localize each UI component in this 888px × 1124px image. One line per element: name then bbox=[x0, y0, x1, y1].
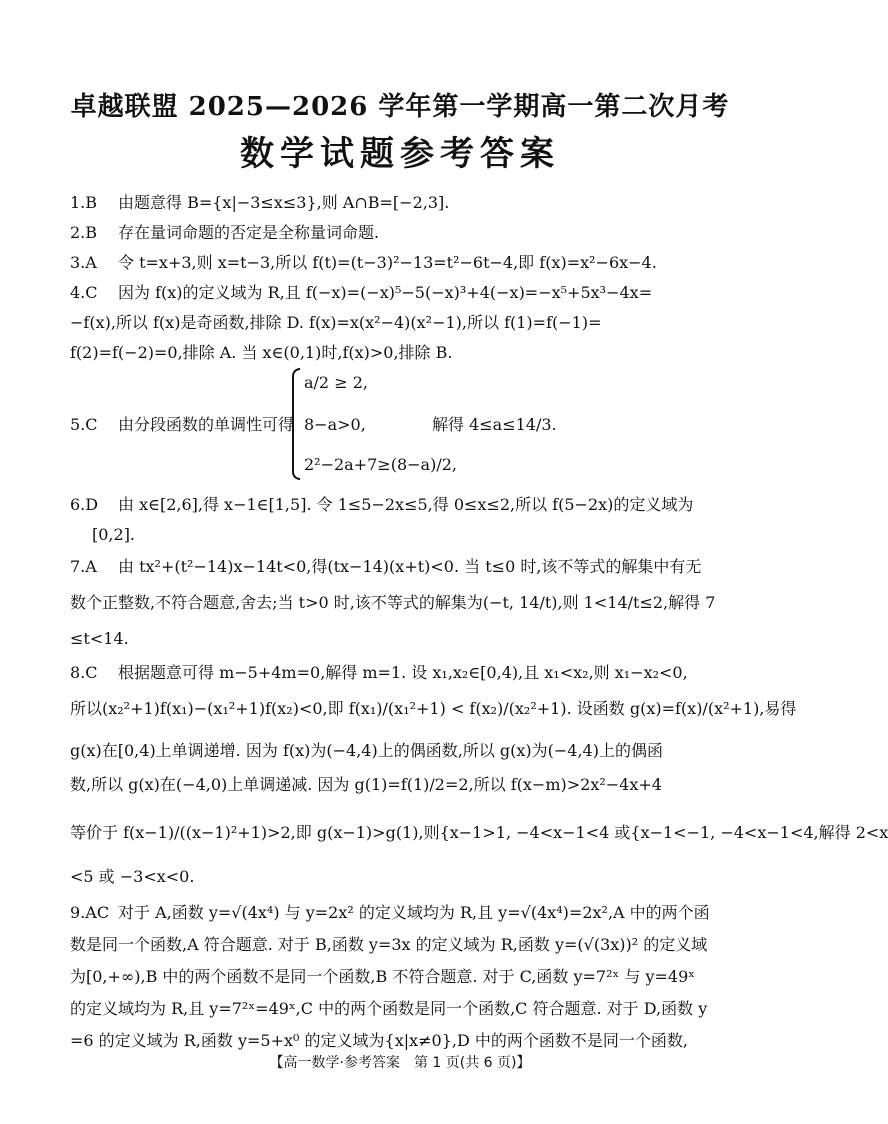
answer-text-continued: <5 或 −3<x<0. bbox=[70, 867, 195, 886]
answer-text-continued: =6 的定义域为 R,函数 y=5+x⁰ 的定义域为{x|x≠0},D 中的两个函数不是同一个函数, bbox=[70, 1031, 689, 1050]
answer-text-continued: 数,所以 g(x)在(−4,0)上单调递减. 因为 g(1)=f(1)/2=2,所以 f(x−m)>2x²−4x+4 bbox=[70, 775, 662, 794]
system-brace bbox=[292, 368, 300, 480]
system-line: 8−a>0, bbox=[304, 415, 366, 434]
answer-text: 根据题意可得 m−5+4m=0,解得 m=1. 设 x₁,x₂∈[0,4),且 x₁<x₂,则 x₁−x₂<0, bbox=[118, 663, 688, 682]
answer-text-continued: 数个正整数,不符合题意,舍去;当 t>0 时,该不等式的解集为(−t, 14/t),则 1<14/t≤2,解得 7 bbox=[70, 593, 716, 612]
answer-number: 8.C bbox=[70, 663, 98, 682]
answer-lead-text: 由分段函数的单调性可得 bbox=[118, 415, 295, 434]
answer-text: 由题意得 B={x|−3≤x≤3},则 A∩B=[−2,3]. bbox=[118, 193, 450, 212]
answer-tail-text: 解得 4≤a≤14/3. bbox=[432, 415, 557, 434]
answer-text: 因为 f(x)的定义域为 R,且 f(−x)=(−x)⁵−5(−x)³+4(−x)=−x⁵+5x³−4x= bbox=[118, 283, 653, 302]
answer-text-continued: 的定义域均为 R,且 y=7²ˣ=49ˣ,C 中的两个函数是同一个函数,C 符合题意. 对于 D,函数 y bbox=[70, 999, 708, 1018]
answer-number: 5.C bbox=[70, 415, 98, 434]
exam-title: 卓越联盟 2025—2026 学年第一学期高一第二次月考 bbox=[70, 92, 730, 122]
system-line: a/2 ≥ 2, bbox=[304, 373, 368, 392]
answer-text-continued: ≤t<14. bbox=[70, 629, 129, 648]
answer-item-6 bbox=[70, 494, 693, 516]
system-line: 2²−2a+7≥(8−a)/2, bbox=[304, 455, 457, 474]
answer-number: 7.A bbox=[70, 557, 97, 576]
answer-item-3 bbox=[70, 252, 657, 274]
answer-key-heading: 数学试题参考答案 bbox=[240, 134, 560, 174]
answer-text-continued: 数是同一个函数,A 符合题意. 对于 B,函数 y=3x 的定义域为 R,函数 y=(√(3x))² 的定义域 bbox=[70, 935, 708, 954]
answer-text-continued: 所以(x₂²+1)f(x₁)−(x₁²+1)f(x₂)<0,即 f(x₁)/(x₁²+1) < f(x₂)/(x₂²+1). 设函数 g(x)=f(x)/(x²+1),易得 bbox=[70, 699, 797, 718]
answer-number: 6.D bbox=[70, 495, 99, 514]
answer-number: 3.A bbox=[70, 253, 97, 272]
answer-item-4 bbox=[70, 282, 652, 304]
answer-number: 9.AC bbox=[70, 903, 110, 922]
answer-text: 由 x∈[2,6],得 x−1∈[1,5]. 令 1≤5−2x≤5,得 0≤x≤2,所以 f(5−2x)的定义域为 bbox=[118, 495, 694, 514]
answer-text-continued: 等价于 f(x−1)/((x−1)²+1)>2,即 g(x−1)>g(1),则{x−1>1, −4<x−1<4 或{x−1<−1, −4<x−1<4,解得 2<x bbox=[70, 823, 888, 842]
answer-item-7 bbox=[70, 556, 701, 578]
answer-text: 对于 A,函数 y=√(4x⁴) 与 y=2x² 的定义域均为 R,且 y=√(4x⁴)=2x²,A 中的两个函 bbox=[118, 903, 710, 922]
answer-text-continued: g(x)在[0,4)上单调递增. 因为 f(x)为(−4,4)上的偶函数,所以 g(x)为(−4,4)上的偶函 bbox=[70, 741, 663, 760]
answer-number: 2.B bbox=[70, 223, 98, 242]
answer-text: 令 t=x+3,则 x=t−3,所以 f(t)=(t−3)²−13=t²−6t−4,即 f(x)=x²−6x−4. bbox=[118, 253, 657, 272]
answer-text-continued: −f(x),所以 f(x)是奇函数,排除 D. f(x)=x(x²−4)(x²−1),所以 f(1)=f(−1)= bbox=[70, 313, 602, 332]
answer-text-continued: f(2)=f(−2)=0,排除 A. 当 x∈(0,1)时,f(x)>0,排除 B. bbox=[70, 343, 453, 362]
answer-text: 由 tx²+(t²−14)x−14t<0,得(tx−14)(x+t)<0. 当 t≤0 时,该不等式的解集中有无 bbox=[118, 557, 702, 576]
answer-text-continued: 为[0,+∞),B 中的两个函数不是同一个函数,B 不符合题意. 对于 C,函数 y=7²ˣ 与 y=49ˣ bbox=[70, 967, 696, 986]
answer-item-2 bbox=[70, 222, 379, 244]
answer-text-continued: [0,2]. bbox=[92, 525, 136, 544]
answer-item-8 bbox=[70, 662, 688, 684]
answer-item-9 bbox=[70, 902, 710, 924]
page-footer: 【高一数学·参考答案 第 1 页(共 6 页)】 bbox=[269, 1055, 531, 1071]
answer-item-1 bbox=[70, 192, 449, 214]
answer-number: 4.C bbox=[70, 283, 98, 302]
answer-item-5 bbox=[70, 414, 294, 436]
answer-text: 存在量词命题的否定是全称量词命题. bbox=[118, 223, 380, 242]
answer-number: 1.B bbox=[70, 193, 98, 212]
